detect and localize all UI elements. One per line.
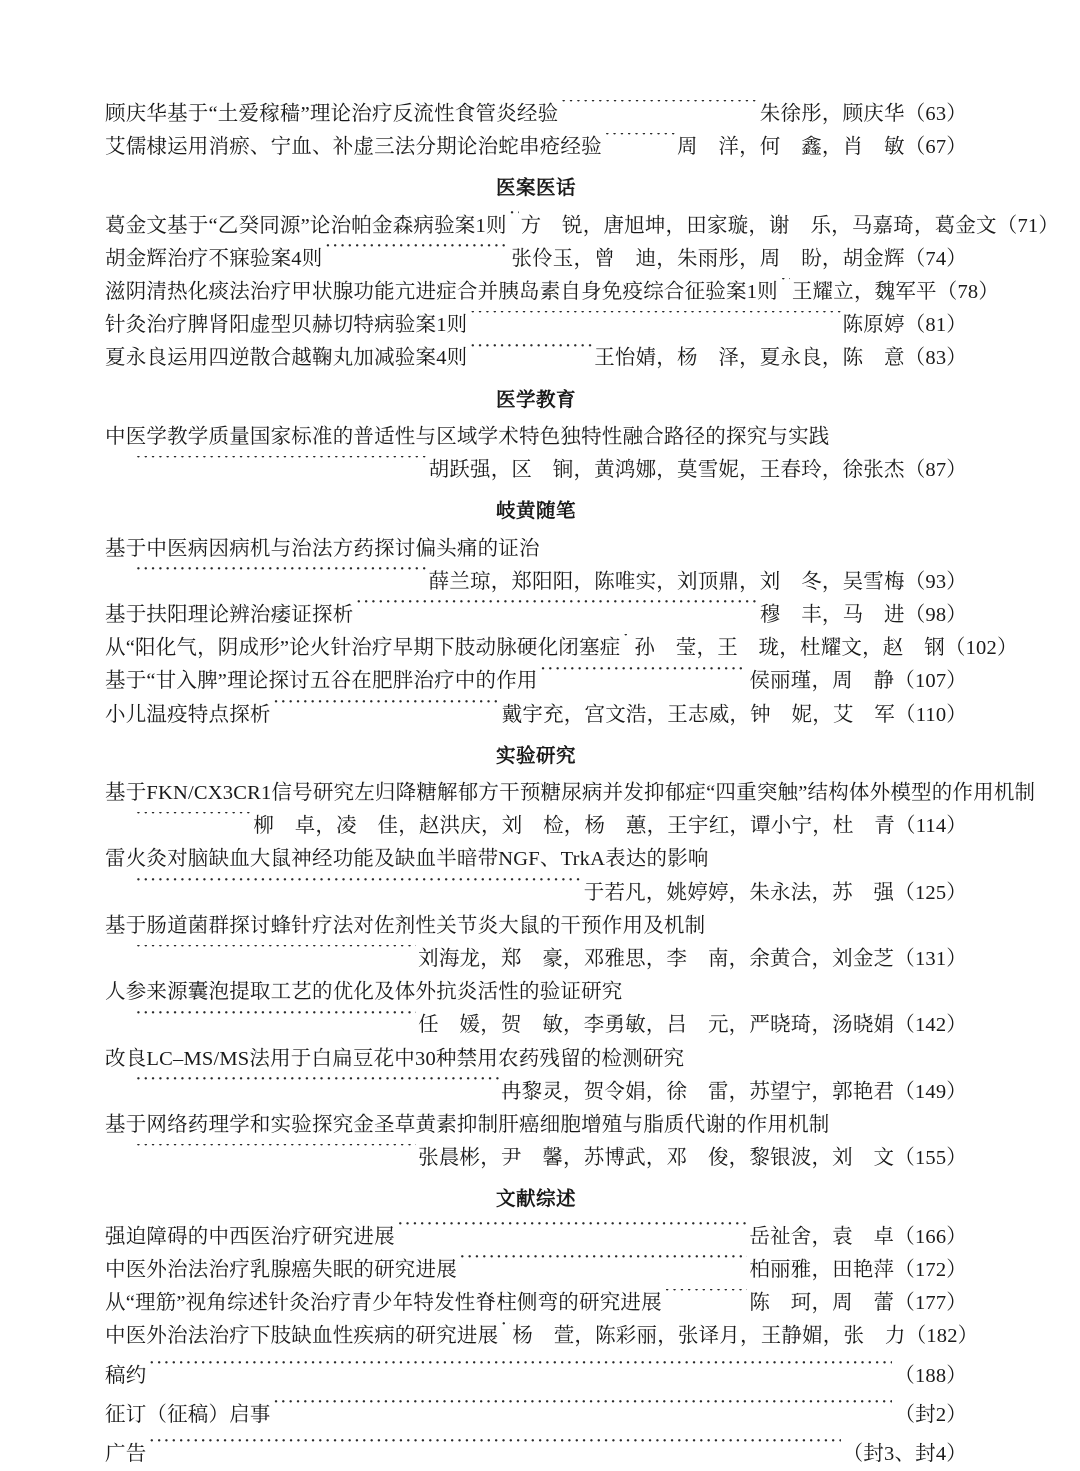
toc-entry-authors-page: 岳祉舍，袁 卓（166） bbox=[749, 1225, 967, 1248]
dot-leader bbox=[355, 600, 757, 621]
dot-leader bbox=[148, 1361, 892, 1382]
toc-entry-row bbox=[105, 599, 967, 632]
toc-entry[interactable] bbox=[105, 243, 967, 276]
toc-entry-authors-page: 孙 莹，王 珑，杜耀文，赵 钢（102） bbox=[634, 637, 1018, 660]
toc-entry-title[interactable]: 滋阴清热化痰法治疗甲状腺功能亢进症合并胰岛素自身免疫综合征验案1则 bbox=[105, 281, 778, 304]
toc-entry[interactable] bbox=[105, 976, 967, 1042]
toc-entry-title[interactable]: 稿约 bbox=[105, 1364, 147, 1387]
toc-entry-continuation bbox=[105, 1142, 967, 1175]
toc-entry[interactable] bbox=[105, 1438, 967, 1471]
toc-entry-authors-page: 杨 萱，陈彩丽，张译月，王静媚，张 力（182） bbox=[512, 1325, 979, 1348]
toc-entry[interactable] bbox=[105, 210, 1060, 243]
toc-entry-row bbox=[105, 1221, 967, 1254]
toc-entry-continuation bbox=[105, 943, 967, 976]
toc-entry-authors-page: 张晨彬，尹 馨，苏博武，邓 俊，黎银波，刘 文（155） bbox=[418, 1147, 967, 1170]
toc-entry-continuation bbox=[105, 566, 967, 599]
toc-entry[interactable] bbox=[105, 632, 1018, 665]
toc-entry-continuation bbox=[105, 1076, 967, 1109]
toc-entry-title[interactable]: 小儿温疫特点探析 bbox=[105, 703, 271, 726]
dot-leader bbox=[469, 311, 840, 332]
dot-leader bbox=[135, 1144, 416, 1165]
toc-entry[interactable] bbox=[105, 665, 967, 698]
toc-entry-title[interactable]: 基于肠道菌群探讨蜂针疗法对佐剂性关节炎大鼠的干预作用及机制 bbox=[105, 914, 706, 937]
toc-entry-row bbox=[105, 276, 1000, 309]
top-entries-group bbox=[105, 98, 967, 164]
toc-entry-authors-page: 穆 丰，马 进（98） bbox=[759, 603, 967, 626]
section-heading-literature-review: 文献综述 bbox=[495, 1187, 576, 1211]
toc-entry-authors-page: 薛兰琼，郑阳阳，陈唯实，刘顶鼎，刘 冬，吴雪梅（93） bbox=[428, 570, 967, 593]
toc-content bbox=[105, 98, 1060, 1471]
section-entries-medical-education bbox=[105, 421, 967, 487]
dot-leader bbox=[135, 1011, 416, 1032]
toc-entry-authors-page: 任 媛，贺 敏，李勇敏，吕 元，严晓琦，汤晓娟（142） bbox=[418, 1014, 967, 1037]
toc-entry[interactable] bbox=[105, 777, 1036, 843]
toc-entry-row bbox=[105, 98, 967, 131]
toc-entry-row bbox=[105, 699, 967, 732]
dot-leader bbox=[780, 278, 790, 299]
toc-entry-row bbox=[105, 665, 967, 698]
toc-entry[interactable] bbox=[105, 1043, 967, 1109]
section-heading-medical-cases: 医案医话 bbox=[495, 176, 576, 200]
toc-entry-page: （封3、封4） bbox=[842, 1442, 967, 1465]
toc-entry-title[interactable]: 夏永良运用四逆散合越鞠丸加减验案4则 bbox=[105, 347, 468, 370]
dot-leader bbox=[135, 812, 251, 833]
toc-entry-page: （188） bbox=[894, 1364, 967, 1387]
toc-entry-row bbox=[105, 1360, 967, 1393]
toc-entry-authors-page: 柳 卓，凌 佳，赵洪庆，刘 检，杨 蕙，王宇红，谭小宁，杜 青（114） bbox=[253, 815, 967, 838]
toc-entry-row bbox=[105, 342, 967, 375]
dot-leader bbox=[148, 1439, 840, 1460]
toc-entry[interactable] bbox=[105, 131, 967, 164]
toc-entry-authors-page: 王怡婧，杨 泽，夏永良，陈 意（83） bbox=[594, 347, 967, 370]
toc-entry-authors-page: 陈 珂，周 蕾（177） bbox=[749, 1292, 967, 1315]
toc-entry-row bbox=[105, 632, 1018, 665]
dot-leader bbox=[273, 700, 500, 721]
dot-leader bbox=[135, 456, 427, 477]
toc-entry[interactable] bbox=[105, 1287, 967, 1320]
section-entries-essays bbox=[105, 533, 1018, 732]
toc-entry-authors-page: 王耀立，魏军平（78） bbox=[791, 281, 1000, 304]
section-entries-experimental-research bbox=[105, 777, 1036, 1175]
toc-entry-title[interactable]: 中医外治法治疗下肢缺血性疾病的研究进展 bbox=[105, 1325, 499, 1348]
toc-entry[interactable] bbox=[105, 843, 967, 909]
toc-entry[interactable] bbox=[105, 1254, 967, 1287]
toc-entry-row bbox=[105, 1399, 967, 1432]
toc-entry-row bbox=[105, 1254, 967, 1287]
toc-entry-authors-page: 方 锐，唐旭坤，田家璇，谢 乐，马嘉琦，葛金文（71） bbox=[520, 214, 1060, 237]
toc-entry-title[interactable]: 强迫障碍的中西医治疗研究进展 bbox=[105, 1225, 395, 1248]
toc-entry-continuation bbox=[105, 810, 967, 843]
toc-entry-authors-page: 刘海龙，郑 豪，邓雅思，李 南，余黄合，刘金芝（131） bbox=[418, 948, 967, 971]
toc-entry-title[interactable]: 顾庆华基于“土爱稼穑”理论治疗反流性食管炎经验 bbox=[105, 103, 559, 125]
toc-entry-authors-page: 冉黎灵，贺令娟，徐 雷，苏望宁，郭艳君（149） bbox=[500, 1080, 967, 1103]
dot-leader bbox=[604, 133, 675, 154]
dot-leader bbox=[324, 244, 509, 265]
toc-entry-row bbox=[105, 309, 967, 342]
dot-leader bbox=[135, 567, 427, 588]
toc-entry-title[interactable]: 胡金辉治疗不寐验案4则 bbox=[105, 247, 323, 270]
toc-entry[interactable] bbox=[105, 1109, 967, 1175]
toc-entry-authors-page: 柏丽雅，田艳萍（172） bbox=[749, 1258, 967, 1281]
toc-entry-authors-page: 于若凡，姚婷婷，朱永法，苏 强（125） bbox=[583, 881, 967, 904]
dot-leader bbox=[397, 1222, 748, 1243]
toc-entry[interactable] bbox=[105, 1320, 979, 1353]
toc-entry-title[interactable]: 艾儒棣运用消瘀、宁血、补虚三法分期论治蛇串疮经验 bbox=[105, 136, 602, 159]
toc-entry-title[interactable]: 基于FKN/CX3CR1信号研究左归降糖解郁方干预糖尿病并发抑郁症“四重突触”结构体外模型的作用机制 bbox=[105, 782, 1036, 805]
toc-entry[interactable] bbox=[105, 276, 1000, 309]
toc-entry[interactable] bbox=[105, 342, 967, 375]
dot-leader bbox=[135, 945, 416, 966]
toc-entry-authors-page: 张伶玉，曾 迪，朱雨彤，周 盼，胡金辉（74） bbox=[511, 247, 967, 270]
dot-leader bbox=[273, 1400, 893, 1421]
dot-leader bbox=[135, 878, 582, 899]
dot-leader bbox=[540, 667, 748, 688]
toc-entry-title[interactable]: 从“理筋”视角综述针灸治疗青少年特发性脊柱侧弯的研究进展 bbox=[105, 1292, 662, 1315]
toc-entry-title[interactable]: 基于中医病因病机与治法方药探讨偏头痛的证治 bbox=[105, 537, 540, 560]
toc-entry-title[interactable]: 从“阳化气，阴成形”论火针治疗早期下肢动脉硬化闭塞症 bbox=[105, 637, 621, 660]
toc-entry-title[interactable]: 雷火灸对脑缺血大鼠神经功能及缺血半暗带NGF、TrkA表达的影响 bbox=[105, 848, 709, 871]
toc-entry-row bbox=[105, 131, 967, 164]
toc-entry[interactable] bbox=[105, 910, 967, 976]
toc-entry-row bbox=[105, 243, 967, 276]
section-entries-medical-cases bbox=[105, 210, 1060, 376]
dot-leader bbox=[135, 1077, 499, 1098]
toc-entry-authors-page: 朱徐彤，顾庆华（63） bbox=[759, 103, 967, 125]
toc-entry[interactable] bbox=[105, 421, 967, 487]
toc-entry-title[interactable]: 广告 bbox=[105, 1442, 147, 1465]
dot-leader bbox=[560, 100, 758, 121]
toc-entry[interactable] bbox=[105, 1360, 967, 1393]
toc-entry-title[interactable]: 征订（征稿）启事 bbox=[105, 1403, 271, 1426]
toc-entry[interactable] bbox=[105, 699, 967, 732]
toc-entry-authors-page: 戴宇充，宫文浩，王志威，钟 妮，艾 军（110） bbox=[501, 703, 967, 726]
dot-leader bbox=[664, 1289, 748, 1310]
toc-entry-row bbox=[105, 1320, 979, 1353]
toc-entry[interactable] bbox=[105, 98, 967, 131]
toc-entry[interactable] bbox=[105, 309, 967, 342]
dot-leader bbox=[459, 1255, 747, 1276]
toc-entry-title[interactable]: 改良LC–MS/MS法用于白扁豆花中30种禁用农药残留的检测研究 bbox=[105, 1047, 685, 1070]
section-entries-literature-review bbox=[105, 1221, 979, 1354]
toc-entry-continuation bbox=[105, 1009, 967, 1042]
toc-entry-continuation bbox=[105, 454, 967, 487]
toc-entry-title[interactable]: 葛金文基于“乙癸同源”论治帕金森病验案1则 bbox=[105, 214, 507, 237]
toc-entry-title[interactable]: 中医学教学质量国家标准的普适性与区域学术特色独特性融合路径的探究与实践 bbox=[105, 425, 830, 448]
toc-entry-authors-page: 胡跃强，区 锏，黄鸿娜，莫雪妮，王春玲，徐张杰（87） bbox=[428, 459, 967, 482]
toc-entry-authors-page: 周 洋，何 鑫，肖 敏（67） bbox=[677, 136, 967, 159]
toc-entry-title[interactable]: 中医外治法治疗乳腺癌失眠的研究进展 bbox=[105, 1258, 457, 1281]
back-matter-group bbox=[105, 1360, 967, 1471]
toc-entry[interactable] bbox=[105, 533, 967, 599]
toc-entry-authors-page: 陈原婷（81） bbox=[842, 314, 967, 337]
dot-leader bbox=[509, 211, 519, 232]
toc-entry[interactable] bbox=[105, 1221, 967, 1254]
toc-entry-page: （封2） bbox=[894, 1403, 967, 1426]
toc-entry-title[interactable]: 基于扶阳理论辨治痿证探析 bbox=[105, 603, 354, 626]
toc-entry-row bbox=[105, 1287, 967, 1320]
section-heading-experimental-research: 实验研究 bbox=[495, 743, 576, 767]
toc-entry-title[interactable]: 人参来源囊泡提取工艺的优化及体外抗炎活性的验证研究 bbox=[105, 981, 623, 1004]
dot-leader bbox=[622, 634, 632, 655]
section-heading-medical-education: 医学教育 bbox=[495, 387, 576, 411]
toc-entry-title[interactable]: 针灸治疗脾肾阳虚型贝赫切特病验案1则 bbox=[105, 314, 468, 337]
toc-entry-row bbox=[105, 210, 1060, 243]
section-heading-essays: 岐黄随笔 bbox=[495, 499, 576, 523]
toc-entry[interactable] bbox=[105, 1399, 967, 1432]
toc-entry-authors-page: 侯丽瑾，周 静（107） bbox=[749, 670, 967, 693]
toc-entry-title[interactable]: 基于网络药理学和实验探究金圣草黄素抑制肝癌细胞增殖与脂质代谢的作用机制 bbox=[105, 1114, 830, 1137]
toc-entry-row bbox=[105, 1438, 967, 1471]
toc-entry[interactable] bbox=[105, 599, 967, 632]
dot-leader bbox=[469, 344, 592, 365]
toc-entry-continuation bbox=[105, 877, 967, 910]
dot-leader bbox=[500, 1322, 510, 1343]
toc-entry-title[interactable]: 基于“甘入脾”理论探讨五谷在肥胖治疗中的作用 bbox=[105, 670, 538, 693]
